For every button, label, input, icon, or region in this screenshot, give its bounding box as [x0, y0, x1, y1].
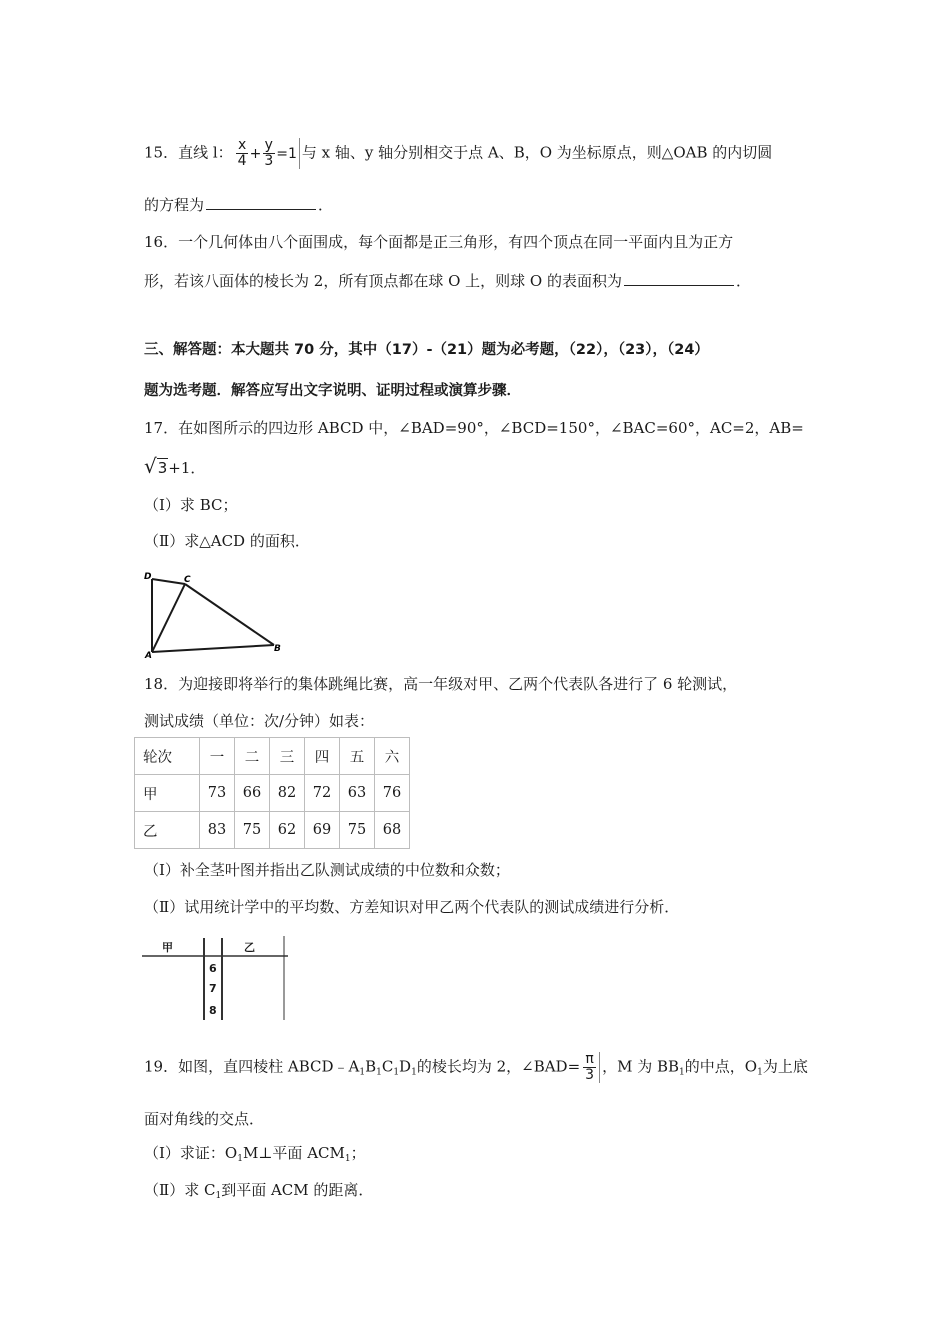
q15-line1 [144, 138, 772, 169]
fraction-y-over-3: $\frac{y}{3}$ [264, 137, 274, 169]
table-cell: 73 [200, 775, 235, 812]
stem-leaf-plot [142, 936, 288, 1022]
table-cell: 轮次 [135, 738, 200, 775]
answer-blank [624, 271, 734, 286]
table-cell: 二 [235, 738, 270, 775]
stem-6: 6 [209, 962, 217, 975]
q16-line2: 形，若该八面体的棱长为 2，所有顶点都在球 O 上，则球 O 的表面积为 ． [144, 272, 751, 290]
table-cell: 62 [270, 812, 305, 849]
q19-part2: （Ⅱ）求 $C_1$到平面 ACM 的距离． [144, 1181, 374, 1201]
table-cell: 82 [270, 775, 305, 812]
table-cell: 83 [200, 812, 235, 849]
q18-line1: 18．为迎接即将举行的集体跳绳比赛，高一年级对甲、乙两个代表队各进行了 6 轮测试， [144, 675, 738, 693]
q18-part1: （Ⅰ）补全茎叶图并指出乙队测试成绩的中位数和众数； [144, 861, 510, 879]
table-cell: 69 [305, 812, 340, 849]
fraction-x-over-4: $\frac{x}{4}$ [237, 137, 247, 169]
label-b: B [274, 644, 281, 654]
section3-line1: 三、解答题：本大题共 70 分，其中（17）-（21）题为必考题，（22），（23），（24） [144, 342, 709, 358]
table-cell: 68 [375, 812, 410, 849]
table-cell: 72 [305, 775, 340, 812]
q19-line1: 19．如图，直四棱柱 $ABCD﹣A_1B_1C_1D_1$的棱长均为 2，∠BAD= $\frac{\pi}{3}$ ，M 为 $BB_1$的中点，$O_1$为上底 [144, 1051, 808, 1083]
q15-line2: 的方程为 ． [144, 196, 334, 214]
pi-over-3: $\frac{\pi}{3}$ [582, 1052, 600, 1083]
table-cell: 六 [375, 738, 410, 775]
stem-leaf-left-header: 甲 [162, 941, 173, 954]
table-cell: 四 [305, 738, 340, 775]
q18-line2: 测试成绩（单位：次/分钟）如表： [144, 712, 375, 730]
stem-8: 8 [209, 1004, 217, 1017]
q16-line1: 16．一个几何体由八个面围成，每个面都是正三角形，有四个顶点在同一平面内且为正方 [144, 233, 734, 251]
table-cell: 76 [375, 775, 410, 812]
q15-prefix: 15．直线 l： [144, 143, 233, 162]
table-cell: 66 [235, 775, 270, 812]
score-table [134, 737, 410, 849]
table-cell: 75 [340, 812, 375, 849]
stem-leaf-right-header: 乙 [244, 941, 255, 954]
stem-7: 7 [209, 982, 217, 995]
line-equation: $\frac{x}{4}$ + $\frac{y}{3}$ =1 [235, 138, 300, 169]
table-cell: 三 [270, 738, 305, 775]
table-row [135, 812, 410, 849]
q19-line2: 面对角线的交点． [144, 1110, 265, 1128]
quadrilateral-figure [140, 568, 290, 658]
table-header-row [135, 738, 410, 775]
label-c: C [184, 575, 191, 585]
sqrt-sign: √ [144, 454, 157, 478]
table-cell: 五 [340, 738, 375, 775]
table-cell: 63 [340, 775, 375, 812]
table-cell: 乙 [135, 812, 200, 849]
q15-rest: 与 x 轴、y 轴分别相交于点 A、B，O 为坐标原点，则△OAB 的内切圆 [301, 143, 773, 162]
answer-blank [206, 195, 316, 210]
label-d: D [144, 572, 152, 582]
q17-line2: √3+1． [144, 454, 206, 478]
table-cell: 甲 [135, 775, 200, 812]
label-a: A [145, 651, 152, 658]
table-cell: 75 [235, 812, 270, 849]
q17-line1: 17．在如图所示的四边形 ABCD 中，∠BAD=90°，∠BCD=150°，∠BAC=60°，AC=2，AB= [144, 419, 804, 437]
q18-part2: （Ⅱ）试用统计学中的平均数、方差知识对甲乙两个代表队的测试成绩进行分析． [144, 898, 680, 916]
q17-part1: （I）求 BC； [144, 496, 238, 514]
table-cell: 一 [200, 738, 235, 775]
section3-line2: 题为选考题．解答应写出文字说明、证明过程或演算步骤． [144, 383, 521, 399]
q19-part1: （Ⅰ）求证：$O_1M\perp$平面 $ACM_1$； [144, 1144, 366, 1164]
table-row [135, 775, 410, 812]
q17-part2: （Ⅱ）求△ACD 的面积． [144, 532, 310, 550]
